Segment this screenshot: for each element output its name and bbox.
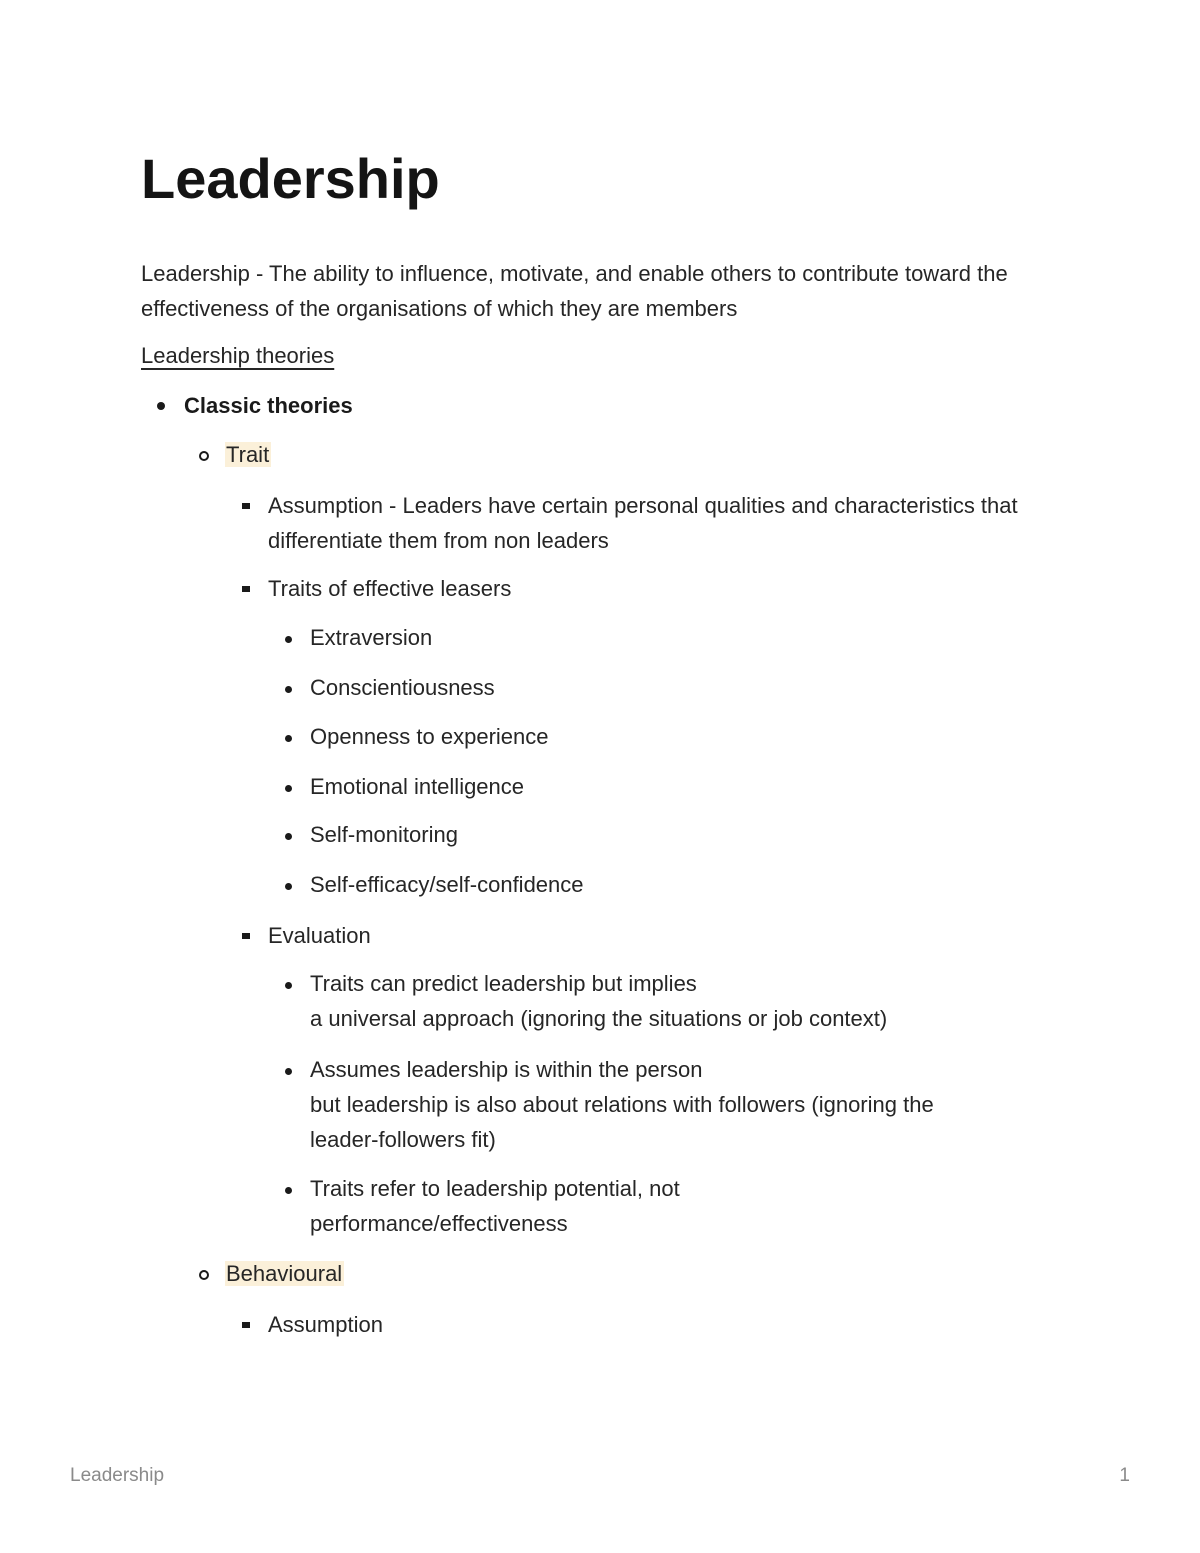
disc-bullet-icon [285,1068,292,1075]
evaluation-line: a universal approach (ignoring the situations or job context) [310,1006,888,1031]
evaluation-line: but leadership is also about relations with followers (ignoring the leader-followers fit) [310,1092,934,1152]
square-bullet-icon [242,933,250,939]
list-item-trait-entry: Openness to experience [310,724,549,749]
list-item-traits-heading: Traits of effective leasers [268,576,512,601]
highlighted-term: Trait [226,442,270,467]
list-item-trait-assumption: Assumption - Leaders have certain personal qualities and characteristics that differentiate them from non leaders [268,493,1018,553]
evaluation-line: Assumes leadership is within the person [310,1057,703,1082]
disc-bullet-icon [285,982,292,989]
disc-bullet-icon [285,735,292,742]
disc-bullet-icon [285,883,292,890]
page-title: Leadership [141,147,440,210]
disc-bullet-icon [157,402,165,410]
list-item-evaluation-heading: Evaluation [268,923,371,948]
list-item-behavioural [225,1256,344,1291]
square-bullet-icon [242,1322,250,1328]
disc-bullet-icon [285,636,292,643]
list-item-evaluation [310,966,887,1036]
section-heading: Leadership theories [141,343,335,368]
evaluation-line: Traits can predict leadership but implies [310,971,697,996]
list-item-trait-entry: Self-efficacy/self-confidence [310,872,584,897]
footer-page-number: 1 [1119,1465,1130,1486]
list-item-trait [225,437,271,472]
circle-bullet-icon [199,451,209,461]
evaluation-line: performance/effectiveness [310,1211,568,1236]
list-item-classic-theories: Classic theories [184,393,353,418]
disc-bullet-icon [285,1187,292,1194]
circle-bullet-icon [199,1270,209,1280]
square-bullet-icon [242,503,250,509]
list-item-evaluation [310,1171,680,1241]
footer-document-name: Leadership [70,1465,165,1486]
list-item-trait-entry: Extraversion [310,625,433,650]
disc-bullet-icon [285,785,292,792]
list-item-behavioural-assumption: Assumption [268,1312,383,1337]
definition-paragraph: Leadership - The ability to influence, motivate, and enable others to contribute toward the effectiveness of the organisations of which they are members [141,261,1008,321]
disc-bullet-icon [285,686,292,693]
list-item-trait-entry: Emotional intelligence [310,774,525,799]
evaluation-line: Traits refer to leadership potential, not [310,1176,680,1201]
highlighted-term: Behavioural [226,1261,343,1286]
list-item-trait-entry: Self-monitoring [310,822,458,847]
disc-bullet-icon [285,833,292,840]
square-bullet-icon [242,586,250,592]
list-item-trait-entry: Conscientiousness [310,675,495,700]
list-item-evaluation [310,1052,1000,1157]
